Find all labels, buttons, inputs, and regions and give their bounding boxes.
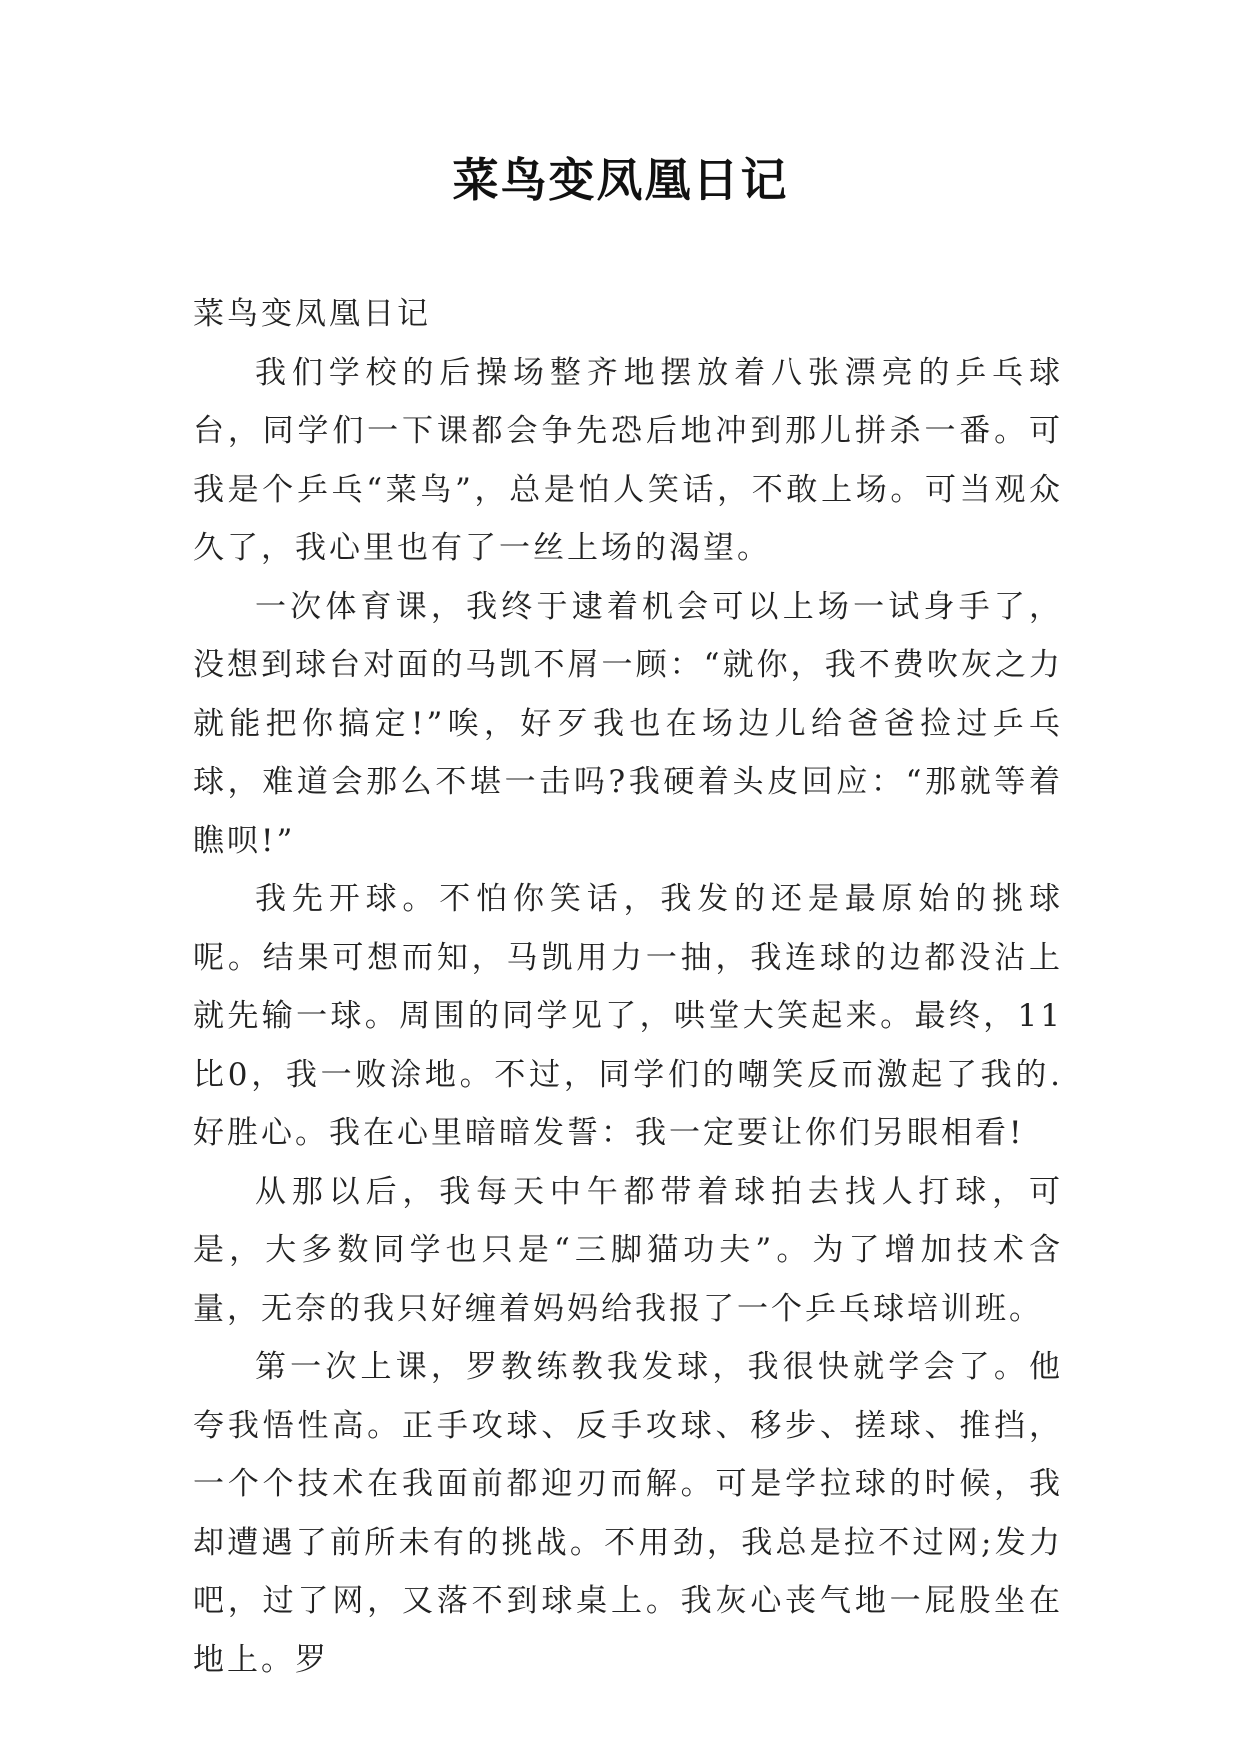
document-title: 菜鸟变凤凰日记 — [452, 153, 789, 207]
paragraph: 从那以后，我每天中午都带着球拍去找人打球，可是，大多数同学也只是“三脚猫功夫”。为了增加技术含量，无奈的我只好缠着妈妈给我报了一个乒乓球培训班。 — [193, 1173, 1063, 1327]
document-subtitle: 菜鸟变凤凰日记 — [193, 296, 431, 332]
paragraph: 第一次上课，罗教练教我发球，我很快就学会了。他夸我悟性高。正手攻球、反手攻球、移步、搓球、推挡，一个个技术在我面前都迎刃而解。可是学拉球的时候，我却遭遇了前所未有的挑战。不用劲，我总是拉不过网;发力吧，过了网，又落不到球桌上。我灰心丧气地一屁股坐在地上。罗 — [193, 1349, 1063, 1678]
paragraph: 我先开球。不怕你笑话，我发的还是最原始的挑球呢。结果可想而知，马凯用力一抽，我连球的边都没沾上就先输一球。周围的同学见了，哄堂大笑起来。最终，11比0，我一败涂地。不过，同学们的嘲笑反而激起了我的.好胜心。我在心里暗暗发誓：我一定要让你们另眼相看! — [193, 881, 1063, 1151]
paragraph: 我们学校的后操场整齐地摆放着八张漂亮的乒乓球台，同学们一下课都会争先恐后地冲到那儿拼杀一番。可我是个乒乓“菜鸟”，总是怕人笑话，不敢上场。可当观众久了，我心里也有了一丝上场的渴望。 — [193, 354, 1063, 566]
paragraph: 一次体育课，我终于逮着机会可以上场一试身手了，没想到球台对面的马凯不屑一顾：“就你，我不费吹灰之力就能把你搞定!”唉，好歹我也在场边儿给爸爸捡过乒乓球，难道会那么不堪一击吗?我硬着头皮回应：“那就等着瞧呗!” — [193, 588, 1063, 859]
document-body — [193, 285, 1063, 1689]
